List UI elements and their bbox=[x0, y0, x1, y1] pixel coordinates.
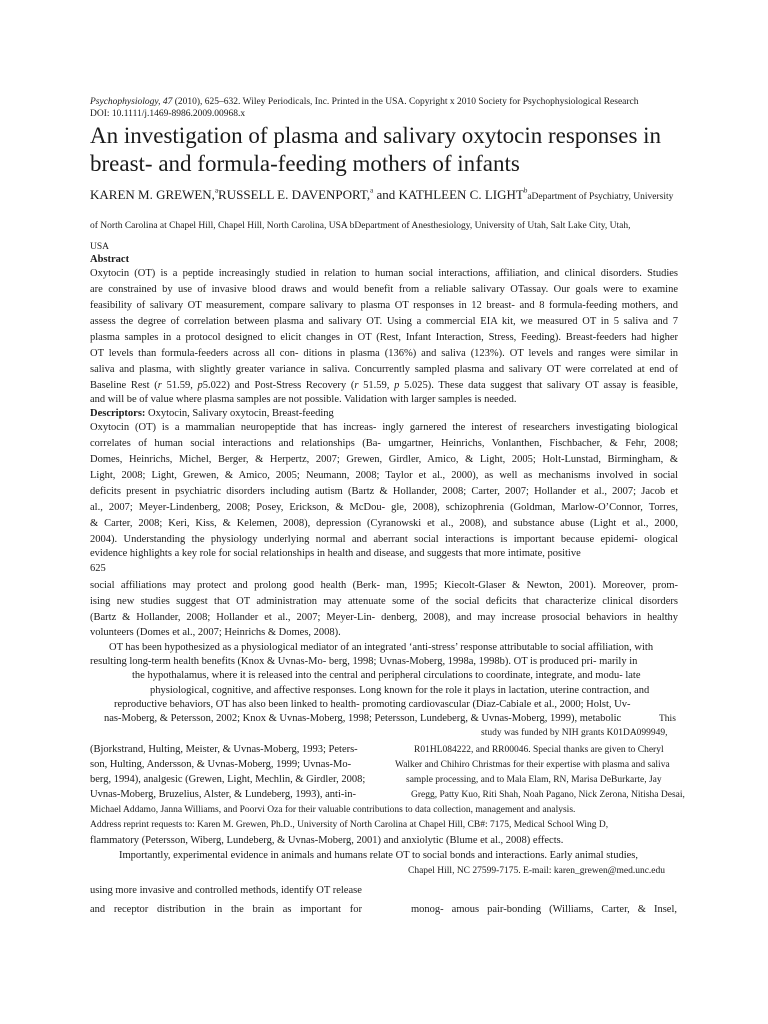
intro-line-6: al., 2007; Meyer-Lindenberg, 2008; Posey, Erickson, & McDou- gle, 2008), schizophrenia (Goldman, Marlow-O’Connor, Torres, bbox=[90, 502, 678, 513]
body-line-m1: (Bjorkstrand, Hulting, Meister, & Uvnas-Moberg, 1993; Peters- bbox=[90, 744, 358, 755]
footnote-line-2: R01HL084222, and RR00046. Special thanks are given to Cheryl bbox=[414, 745, 664, 755]
descriptors bbox=[90, 408, 334, 419]
author-2-affil: a bbox=[370, 186, 374, 195]
footnote-this: This bbox=[659, 714, 676, 724]
footnote-line-3: Walker and Chihiro Christmas for their expertise with plasma and saliva bbox=[395, 760, 670, 770]
body-line-m11a: and receptor distribution in the brain as important for bbox=[90, 904, 362, 915]
abstract-line-9: and will be of value where plasma samples are not possible. Validation with larger samples is needed. bbox=[90, 394, 517, 405]
abstract-heading: Abstract bbox=[90, 254, 130, 265]
footnote-line-6: Michael Addamo, Janna Williams, and Poorvi Oza for their valuable contributions to data collection, management and analysis. bbox=[90, 805, 576, 815]
abstract-line-3: feasibility of salivary OT measurement, compare salivary to plasma OT responses in 12 breast- and 8 formula-feeding mothers, and bbox=[90, 300, 678, 311]
intro-line-3: Domes, Heinrichs, Michel, Berger, & Herpertz, 2007; Grewen, Girdler, Amico, & Light, 2005; Holt-Lunstad, Birmingham, & bbox=[90, 454, 678, 465]
paragraph-2-line-3: (Bartz & Hollander, 2008; Hollander et al., 2007; Meyer-Lin- denberg, 2008), and may increase prosocial behaviors in healthy bbox=[90, 612, 678, 623]
author-3-affil: b bbox=[523, 186, 528, 195]
citation-text: (2010), 625–632. Wiley Periodicals, Inc. Printed in the USA. Copyright x 2010 Society for Psychophysiological Research bbox=[172, 97, 639, 107]
author-2: RUSSELL E. DAVENPORT, bbox=[218, 187, 371, 202]
address-line-1: Address reprint requests to: Karen M. Grewen, Ph.D., University of North Carolina at Chapel Hill, CB#: 7175, Medical School Wing D, bbox=[90, 820, 609, 830]
doi: DOI: 10.1111/j.1469-8986.2009.00968.x bbox=[90, 109, 246, 119]
intro-line-7: & Carter, 2008; Keri, Kiss, & Kelemen, 2008), depression (Cyranowski et al., 2008), and substance abuse (Light et al., 2000, bbox=[90, 518, 678, 529]
body-line-m4: Uvnas-Moberg, Bruzelius, Alster, & Lundeberg, 1993), anti-in- bbox=[90, 789, 357, 800]
body-line-m2: son, Hulting, Andersson, & Uvnas-Moberg, 1999; Uvnas-Mo- bbox=[90, 759, 352, 770]
abstract-line-1: Oxytocin (OT) is a peptide increasingly studied in relation to human social interactions, affiliation, and clinical disorders. Studies bbox=[90, 268, 678, 279]
intro-line-5: deficits present in psychiatric disorders including autism (Bartz & Hollander, 2008; Carter, 2007; Hollander et al., 2007; Jacob et bbox=[90, 486, 678, 497]
abstract-line-2: are constrained by use of invasive blood draws and would benefit from a reliable salivary OTassay. Our goals were to examine bbox=[90, 284, 678, 295]
footnote-line-1: study was funded by NIH grants K01DA099949, bbox=[481, 728, 668, 738]
body-line-m10: using more invasive and controlled methods, identify OT release bbox=[90, 885, 362, 896]
intro-last-line: evidence highlights a key role for social relationships in health and disease, and suggests that more intimate, positive bbox=[90, 548, 581, 559]
abstract-line-8: Baseline Rest (r 51.59, p5.022) and Post-Stress Recovery (r 51.59, p 5.025). These data suggest that salivary OT assay is feasible, bbox=[90, 380, 678, 391]
affiliation-a: aDepartment of Psychiatry, University bbox=[527, 192, 674, 202]
paragraph-3-line-3: the hypothalamus, where it is released into the central and peripheral circulations to coordinate, integrate, and modu- late bbox=[132, 670, 641, 681]
body-line-m7: flammatory (Petersson, Wiberg, Lundeberg, & Uvnas-Moberg, 2001) and anxiolytic (Blume et al., 2008) effects. bbox=[90, 835, 564, 846]
footnote-line-4: sample processing, and to Mala Elam, RN, Marisa DeBurkarte, Jay bbox=[406, 775, 662, 785]
affiliation-line-2: of North Carolina at Chapel Hill, Chapel Hill, North Carolina, USA bDepartment of Anesthesiology, University of Utah, Salt Lake City, Utah, bbox=[90, 221, 631, 231]
paragraph-2-line-1: social affiliations may protect and prolong good health (Berk- man, 1995; Kiecolt-Glaser & Newton, 2001). Moreover, prom- bbox=[90, 580, 678, 591]
journal-citation bbox=[90, 97, 639, 107]
paragraph-3-line-4: physiological, cognitive, and affective responses. Long known for the role it plays in lactation, uterine contraction, and bbox=[150, 685, 650, 696]
descriptors-text: Oxytocin, Salivary oxytocin, Breast-feeding bbox=[145, 408, 334, 419]
author-1-affil: a bbox=[214, 186, 219, 195]
body-line-m3: berg, 1994), analgesic (Grewen, Light, Mechlin, & Girdler, 2008; bbox=[90, 774, 366, 785]
intro-line-1: Oxytocin (OT) is a mammalian neuropeptide that has increas- ingly garnered the interest of researchers investigating biological bbox=[90, 422, 678, 433]
paragraph-3-line-5: reproductive behaviors, OT has also been linked to health- promoting cardiovascular (Diaz-Cabiale et al., 2000; Holst, Uv- bbox=[114, 699, 631, 710]
abstract-line-7: saliva and plasma, with slightly greater variance in saliva. Concurrently sampled plasma and salivary OT were correlated at end of bbox=[90, 364, 678, 375]
address-line-2: Chapel Hill, NC 27599-7175. E-mail: karen_grewen@med.unc.edu bbox=[408, 866, 666, 876]
abstract-line-6: OT levels than formula-feeders across all con- ditions in plasma (136%) and saliva (123%). OT levels and ranges were similar in bbox=[90, 348, 678, 359]
abstract-line-5: plasma samples in a protocol designed to elicit changes in OT (Rest, Infant Interaction, Stress, Feeding). Breast-feeders had higher bbox=[90, 332, 678, 343]
paragraph-2-last: volunteers (Domes et al., 2007; Heinrichs & Domes, 2008). bbox=[90, 627, 341, 638]
affiliation-line-3: USA bbox=[90, 242, 110, 252]
body-line-m11b: monog- amous pair-bonding (Williams, Carter, & Insel, bbox=[411, 904, 677, 915]
paragraph-3-line-2: resulting long-term health benefits (Knox & Uvnas-Mo- berg, 1998; Uvnas-Moberg, 1998a, 1998b). OT is produced pri- marily in bbox=[90, 656, 638, 667]
page-number: 625 bbox=[90, 563, 106, 574]
paragraph-3-line-1: OT has been hypothesized as a physiological mediator of an integrated ‘anti-stress’ response attributable to social affiliation, with bbox=[109, 642, 654, 653]
intro-line-2: correlates of human social interactions and relationships (Ba- umgartner, Heinrichs, Vonlanthen, Fischbacher, & Fehr, 2008; bbox=[90, 438, 678, 449]
journal-name: Psychophysiology, 47 bbox=[90, 97, 173, 107]
paper-title-line-2: breast- and formula-feeding mothers of infants bbox=[90, 151, 520, 176]
paper-title-line-1: An investigation of plasma and salivary oxytocin responses in bbox=[90, 123, 662, 148]
paragraph-2-line-2: ising new studies suggest that OT administration may attenuate some of the social deficits that characterize clinical disorders bbox=[90, 596, 678, 607]
author-1: KAREN M. GREWEN, bbox=[90, 187, 215, 202]
abstract-line-4: assess the degree of correlation between plasma and salivary OT. Using a commercial EIA kit, we measured OT in 5 saliva and 7 bbox=[90, 316, 678, 327]
author-3: and KATHLEEN C. LIGHT bbox=[373, 187, 524, 202]
author-line bbox=[90, 186, 673, 204]
body-line-m8: Importantly, experimental evidence in animals and humans relate OT to social bonds and interactions. Early animal studies, bbox=[119, 850, 639, 861]
intro-line-4: Light, 2008; Light, Grewen, & Amico, 2005; Neumann, 2008; Taylor et al., 2000), as well as mechanisms involved in social bbox=[90, 470, 678, 481]
paragraph-3-line-6: nas-Moberg, & Petersson, 2002; Knox & Uvnas-Moberg, 1998; Petersson, Lundeberg, & Uvnas-Moberg, 1999), metabolic bbox=[104, 713, 622, 724]
descriptors-label: Descriptors: bbox=[90, 408, 146, 419]
intro-line-8: 2004). Understanding the physiology underlying normal and aberrant social interactions is important because epidemi- ological bbox=[90, 534, 678, 545]
footnote-line-5: Gregg, Patty Kuo, Riti Shah, Noah Pagano, Nick Zerona, Nitisha Desai, bbox=[411, 790, 685, 800]
